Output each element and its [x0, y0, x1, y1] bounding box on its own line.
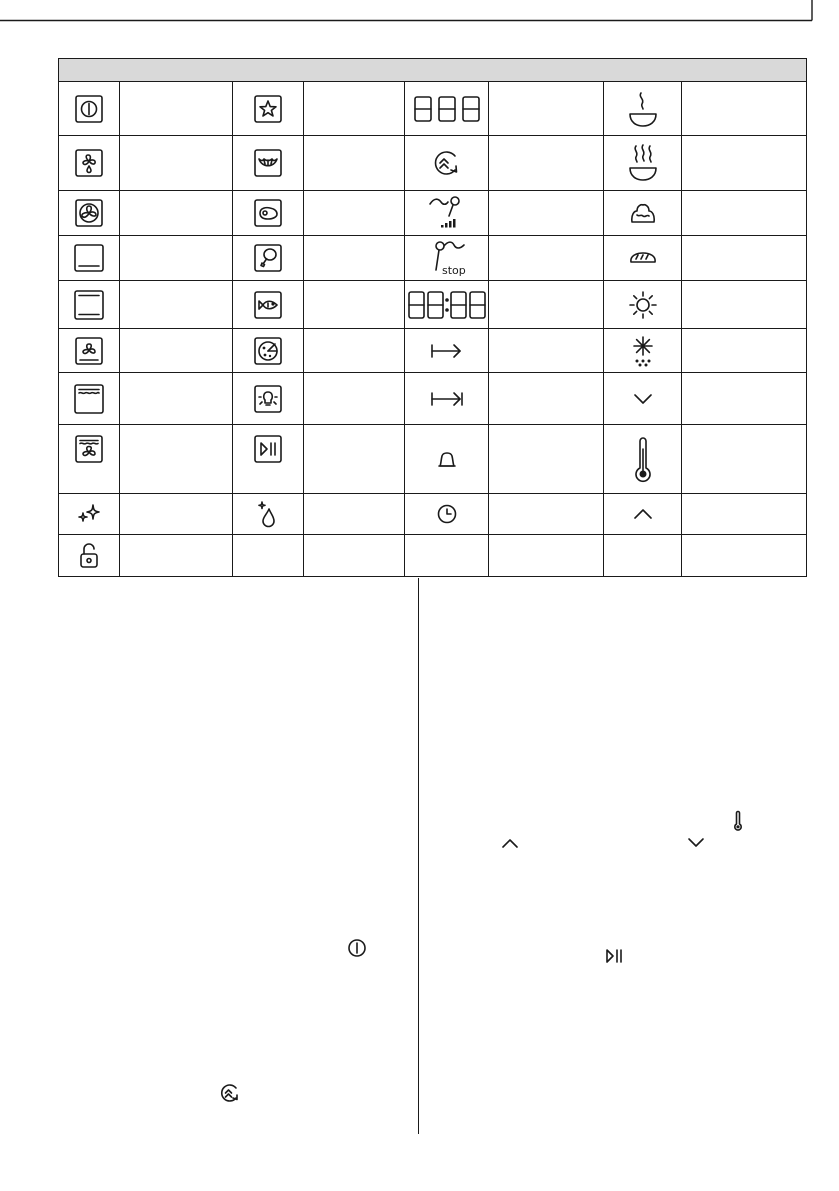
table-row: [59, 191, 807, 236]
symbol-description: [120, 373, 233, 425]
symbol-description: [682, 236, 807, 281]
symbol-description: [682, 136, 807, 191]
arrow-right-bar-icon: [429, 389, 465, 409]
light-sun-icon: [627, 289, 659, 321]
chevron-up-inline-icon: [500, 836, 520, 850]
symbol-description: [304, 425, 405, 494]
chevron-up-icon: [631, 506, 655, 522]
symbol-description: [682, 425, 807, 494]
column-divider: [418, 578, 419, 1134]
soup-warm-icon: [626, 89, 660, 129]
symbol-description: [489, 236, 604, 281]
symbol-description: [120, 425, 233, 494]
table-row: [59, 82, 807, 136]
symbol-description: [120, 281, 233, 329]
symbol-description: [304, 329, 405, 373]
symbol-description: [120, 494, 233, 535]
empty-cell: [405, 535, 489, 577]
top-heat-grill-icon: [73, 383, 105, 415]
croissant-icon: [253, 148, 283, 178]
chevron-down-inline-icon: [686, 836, 706, 850]
empty-cell: [489, 535, 604, 577]
symbol-description: [489, 281, 604, 329]
empty-cell: [604, 535, 682, 577]
symbol-description: [682, 373, 807, 425]
steam-drop-icon: [255, 499, 281, 529]
clock-icon: [436, 503, 458, 525]
table-row: [59, 535, 807, 577]
chicken-leg-icon: [253, 243, 283, 273]
play-pause-icon: [253, 434, 283, 464]
symbol-description: [489, 329, 604, 373]
symbol-description: [304, 494, 405, 535]
table-row: [59, 281, 807, 329]
top-bottom-heat-icon: [73, 289, 105, 321]
symbol-description: [489, 373, 604, 425]
rapid-heat-inline-icon: [218, 1082, 242, 1104]
symbol-description: [304, 191, 405, 236]
empty-cell: [682, 535, 807, 577]
symbol-description: [682, 191, 807, 236]
symbol-description: [120, 236, 233, 281]
symbol-description: [304, 82, 405, 136]
dough-icon: [628, 198, 658, 228]
symbol-description: [120, 82, 233, 136]
symbol-description: [489, 425, 604, 494]
pizza-icon: [253, 336, 283, 366]
symbol-description: [304, 236, 405, 281]
thermometer-inline-icon: [732, 810, 744, 832]
table-row: [59, 236, 807, 281]
digits-888-icon: [413, 95, 481, 123]
probe-stop-label: stop: [441, 264, 466, 277]
table-row: [59, 136, 807, 191]
fish-icon: [253, 290, 283, 320]
fan-circle-icon: [74, 198, 104, 228]
thermometer-icon: [633, 435, 653, 483]
probe-level-icon: [426, 194, 468, 232]
symbol-description: [682, 329, 807, 373]
chevron-down-icon: [631, 391, 655, 407]
star-icon: [253, 94, 283, 124]
clock-display-icon: [407, 290, 487, 320]
symbol-description: [489, 136, 604, 191]
symbol-description: [682, 281, 807, 329]
empty-cell: [304, 535, 405, 577]
symbol-description: [304, 281, 405, 329]
symbol-description: [120, 191, 233, 236]
unlock-icon: [78, 542, 100, 570]
symbol-description: [489, 82, 604, 136]
rapid-heat-icon: [429, 147, 465, 179]
symbol-description: [304, 373, 405, 425]
probe-stop-icon: [424, 238, 470, 278]
grill-fan-icon: [74, 434, 104, 464]
table-row: [59, 373, 807, 425]
sparkle-icon: [74, 501, 104, 527]
arrow-right-icon: [429, 341, 465, 361]
table-row: [59, 329, 807, 373]
meat-icon: [253, 198, 283, 228]
symbol-description: [120, 329, 233, 373]
symbols-table: [58, 58, 807, 577]
fan-drop-icon: [74, 148, 104, 178]
soup-hot-icon: [626, 142, 660, 184]
bottom-heat-icon: [73, 243, 105, 273]
table-row: [59, 494, 807, 535]
table-row: [59, 425, 807, 494]
fan-bottom-heat-icon: [74, 336, 104, 366]
symbol-description: [304, 136, 405, 191]
symbol-description: [120, 535, 233, 577]
defrost-icon: [629, 334, 657, 368]
play-pause-inline-icon: [604, 947, 626, 965]
symbol-description: [120, 136, 233, 191]
lamp-icon: [253, 384, 283, 414]
symbol-description: [682, 82, 807, 136]
bread-icon: [628, 248, 658, 268]
bell-icon: [436, 447, 458, 471]
power-inline-icon: [346, 937, 368, 959]
symbol-description: [489, 191, 604, 236]
table-header: [59, 59, 807, 82]
on-off-icon: [74, 94, 104, 124]
symbol-description: [682, 494, 807, 535]
symbol-description: [489, 494, 604, 535]
empty-cell: [233, 535, 304, 577]
